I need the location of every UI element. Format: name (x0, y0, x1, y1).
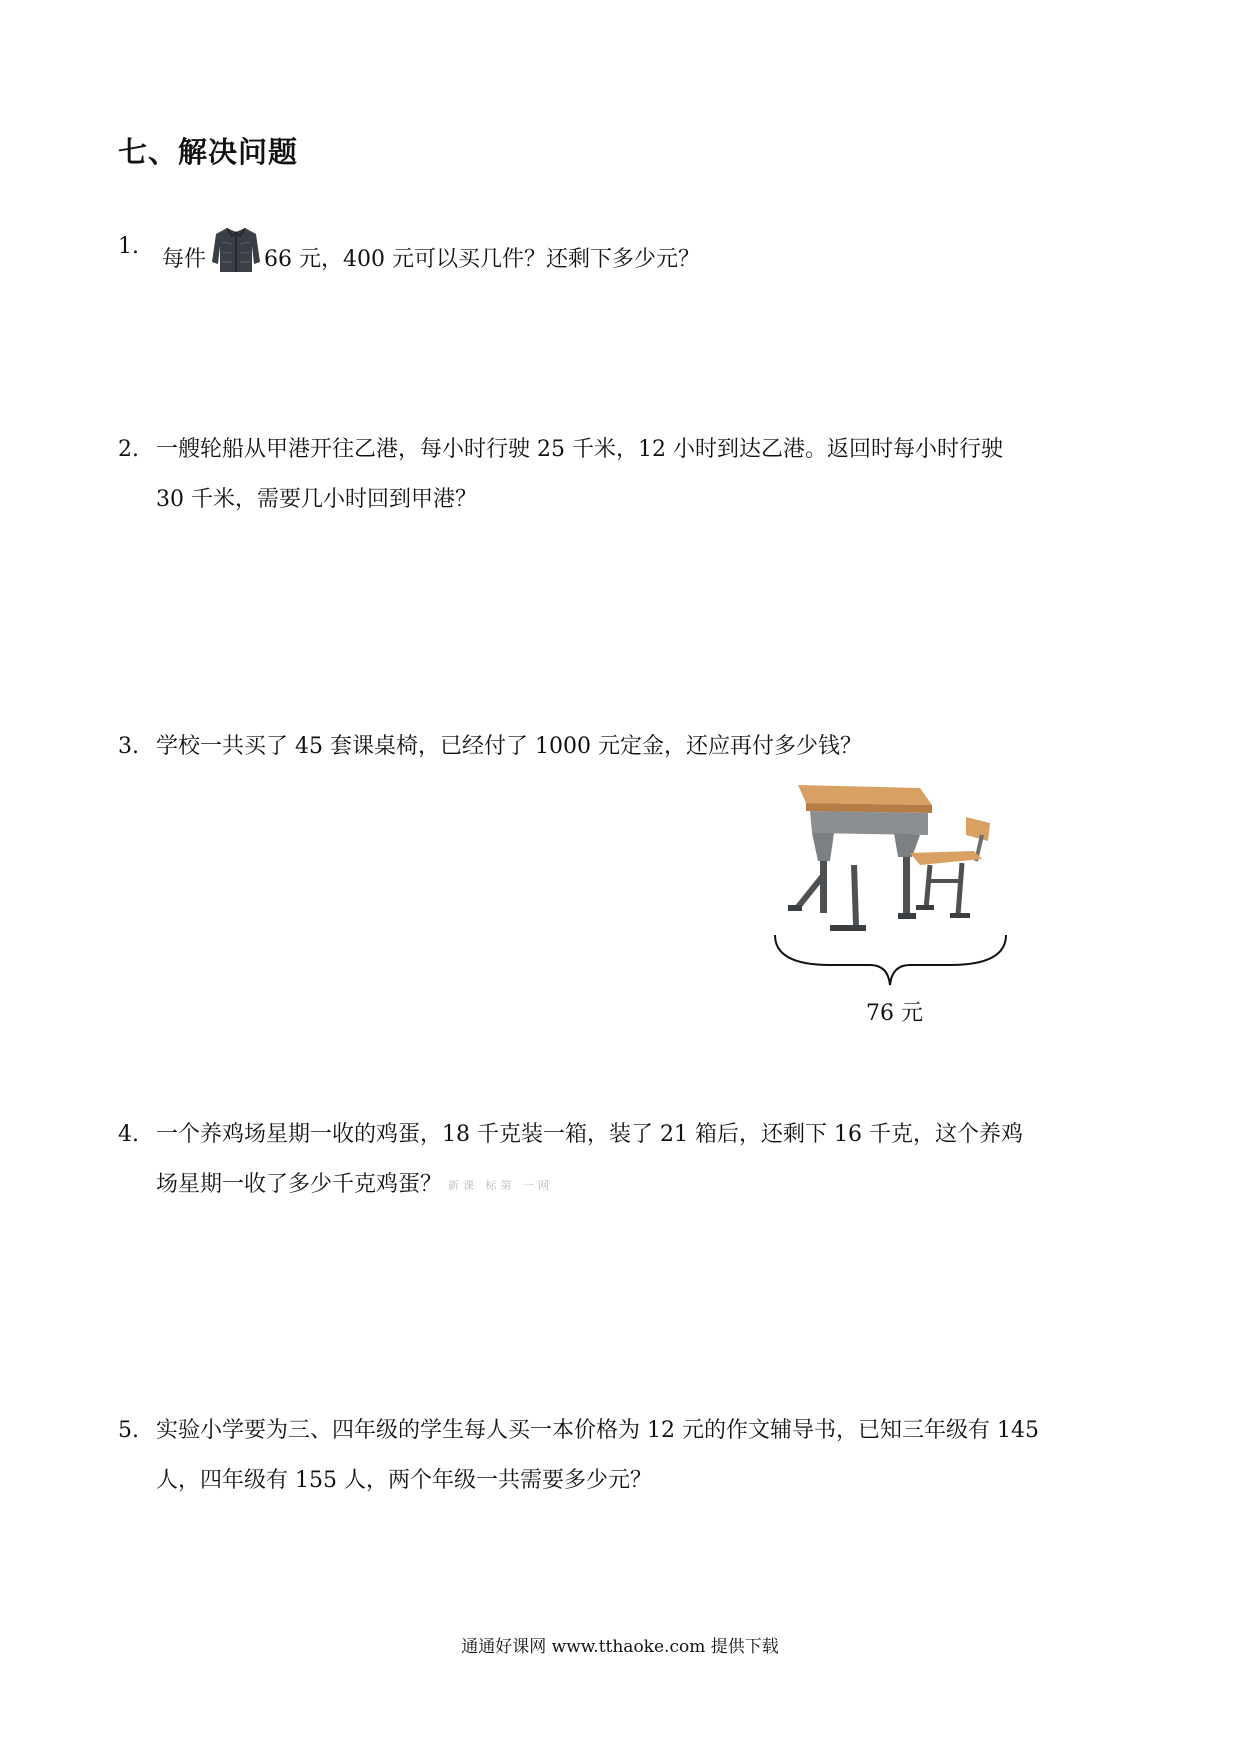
question-text (156, 1406, 1039, 1506)
question-text (156, 1110, 1023, 1211)
question-number: 2. (118, 437, 139, 462)
price-label: 76 元 (866, 1001, 923, 1026)
question-line-2: 人，四年级有 155 人，两个年级一共需要多少元？ (156, 1468, 652, 1493)
question-line-2: 30 千米，需要几小时回到甲港？ (156, 487, 477, 512)
question-line-1: 一个养鸡场星期一收的鸡蛋，18 千克装一箱，装了 21 箱后，还剩下 16 千克，这个养鸡 (156, 1122, 1023, 1147)
question-line-2: 场星期一收了多少千克鸡蛋？ (156, 1172, 443, 1197)
question-text-before-icon: 每件 (162, 247, 207, 272)
section-title: 七、解决问题 (118, 135, 299, 169)
watermark-text: 新课 标第 一网 (448, 1179, 554, 1192)
question-number: 5. (118, 1418, 139, 1443)
question-text: 学校一共买了 45 套课桌椅，已经付了 1000 元定金，还应再付多少钱？ (156, 734, 862, 759)
question-number: 1. (118, 234, 139, 259)
question-line-1: 一艘轮船从甲港开往乙港，每小时行驶 25 千米，12 小时到达乙港。返回时每小时行驶 (156, 437, 1003, 462)
question-number: 4. (118, 1122, 139, 1147)
question-number: 3. (118, 734, 139, 759)
question-text (156, 425, 1003, 525)
question-line-2-wrapper (156, 1160, 1023, 1211)
question-text-after-icon: 66 元，400 元可以买几件？还剩下多少元？ (264, 247, 700, 272)
question-text (162, 222, 700, 285)
page-footer: 通通好课网 www.tthaoke.com 提供下载 (461, 1637, 779, 1657)
jacket-icon (210, 222, 262, 274)
question-line-1: 实验小学要为三、四年级的学生每人买一本价格为 12 元的作文辅导书，已知三年级有 145 (156, 1418, 1039, 1443)
